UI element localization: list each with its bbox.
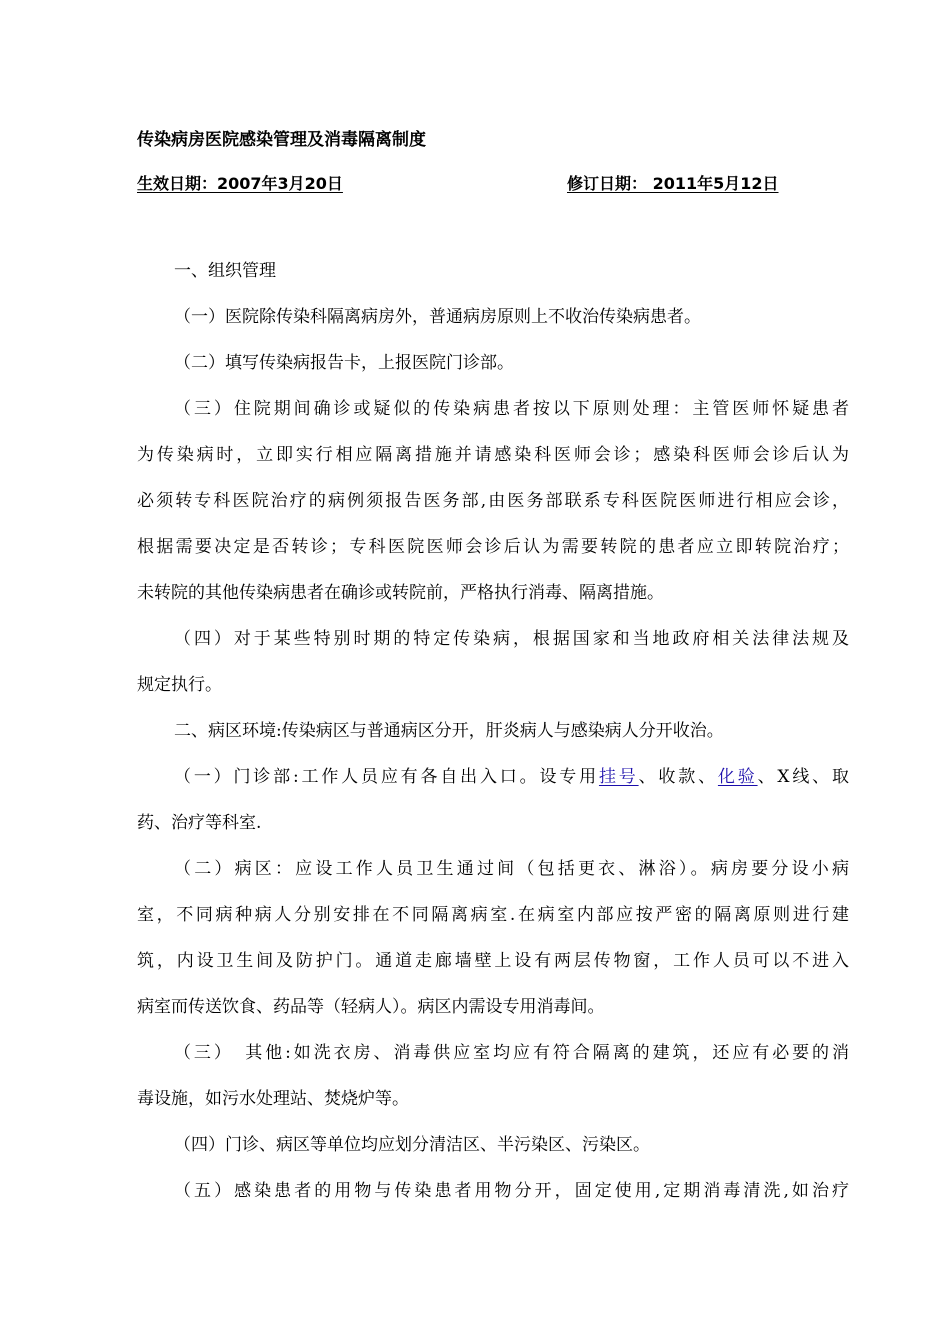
paragraph-line: （二）病区：应设工作人员卫生通过间（包括更衣、淋浴）。病房要分设小病 (174, 859, 849, 879)
paragraph-line (137, 761, 849, 807)
paragraph-line: 必须转专科医院治疗的病例须报告医务部,由医务部联系专科医院医师进行相应会诊， (137, 491, 849, 511)
text-segment: 、X线、取 (757, 767, 849, 787)
paragraph-line: 未转院的其他传染病患者在确诊或转院前，严格执行消毒、隔离措施。 (137, 583, 664, 603)
text-segment: （一）门诊部:工作人员应有各自出入口。设专用 (174, 767, 599, 787)
paragraph-line: 毒设施，如污水处理站、焚烧炉等。 (137, 1089, 409, 1109)
paragraph-line: （四）门诊、病区等单位均应划分清洁区、半污染区、污染区。 (174, 1135, 650, 1155)
date-line (137, 172, 817, 198)
section-heading: 一、组织管理 (174, 261, 276, 281)
paragraph-line: （三） 其他:如洗衣房、消毒供应室均应有符合隔离的建筑，还应有必要的消 (174, 1043, 849, 1063)
paragraph-line: 药、治疗等科室. (137, 813, 262, 833)
paragraph-line: （五）感染患者的用物与传染患者用物分开，固定使用,定期消毒清洗,如治疗 (174, 1181, 849, 1201)
paragraph-line: （一）医院除传染科隔离病房外，普通病房原则上不收治传染病患者。 (174, 307, 701, 327)
document-title: 传染病房医院感染管理及消毒隔离制度 (137, 130, 426, 150)
paragraph-line: （四）对于某些特别时期的特定传染病，根据国家和当地政府相关法律法规及 (174, 629, 849, 649)
document-body (137, 255, 849, 1221)
paragraph-line: 规定执行。 (137, 675, 222, 695)
paragraph-line: 病室而传送饮食、药品等（轻病人）。病区内需设专用消毒间。 (137, 997, 605, 1017)
section-heading: 二、病区环境:传染病区与普通病区分开，肝炎病人与感染病人分开收治。 (174, 721, 724, 741)
paragraph-line: 室，不同病种病人分别安排在不同隔离病室.在病室内部应按严密的隔离原则进行建 (137, 905, 849, 925)
effective-date: 生效日期：2007年3月20日 (137, 174, 343, 193)
paragraph-line: 为传染病时，立即实行相应隔离措施并请感染科医师会诊；感染科医师会诊后认为 (137, 445, 849, 465)
paragraph-line: （三）住院期间确诊或疑似的传染病患者按以下原则处理：主管医师怀疑患者 (174, 399, 849, 419)
text-segment: 、收款、 (638, 767, 718, 787)
link-registration[interactable]: 挂号 (598, 767, 639, 787)
paragraph-line: 根据需要决定是否转诊；专科医院医师会诊后认为需要转院的患者应立即转院治疗； (137, 537, 849, 557)
link-lab-test[interactable]: 化验 (717, 767, 758, 787)
paragraph-line: （二）填写传染病报告卡，上报医院门诊部。 (174, 353, 514, 373)
revised-date: 修订日期： 2011年5月12日 (567, 174, 779, 193)
paragraph-line: 筑，内设卫生间及防护门。通道走廊墙壁上设有两层传物窗，工作人员可以不进入 (137, 951, 849, 971)
